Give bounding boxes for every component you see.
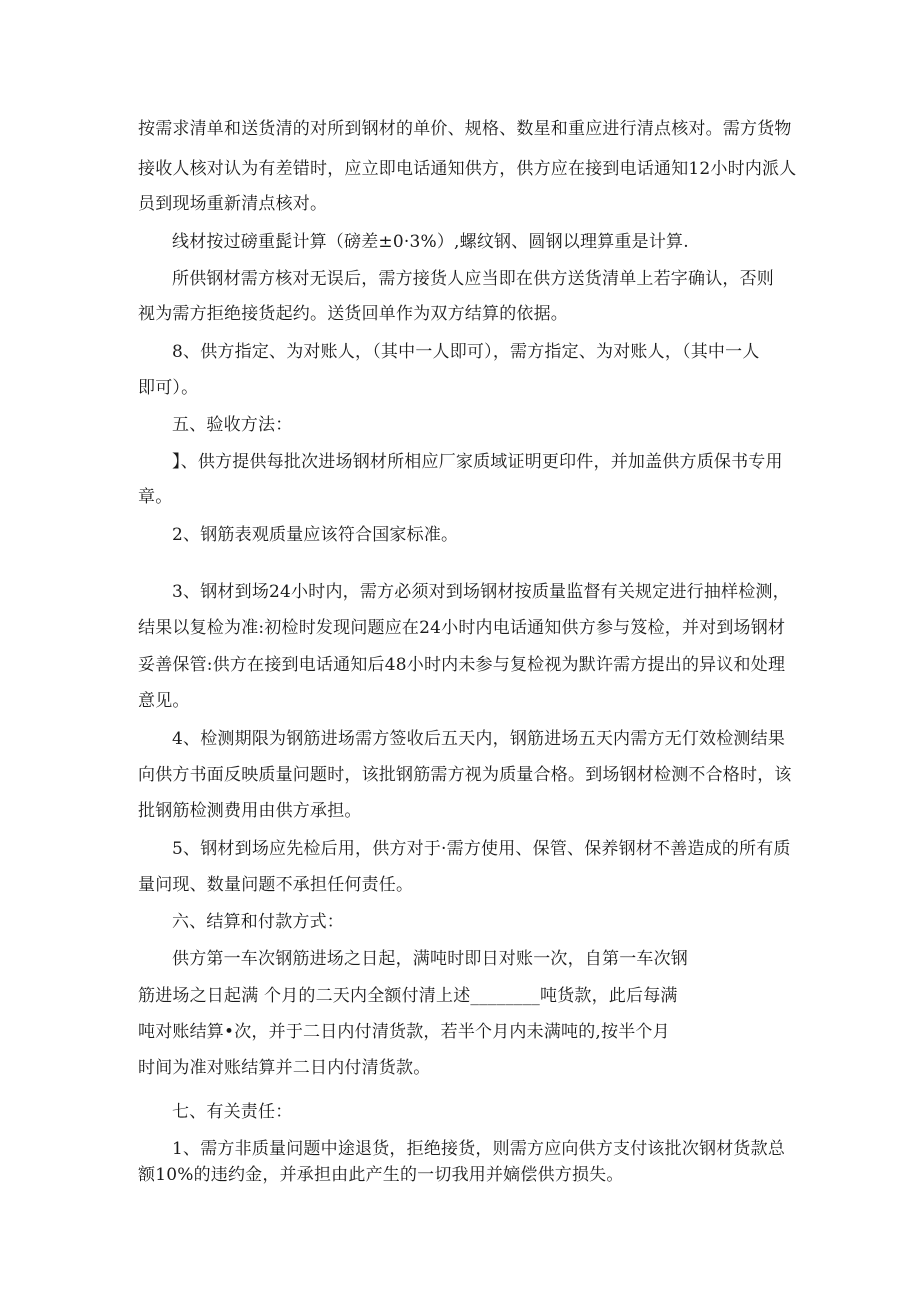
text-line: 按需求清单和送货清的对所到钢材的单价、规格、数星和重应进行清点核对。需方货物 <box>138 119 792 139</box>
text-line: 意见。 <box>138 691 190 711</box>
text-line: 向供方书面反映质量问题时，该批钢筋需方视为质量合格。到场钢材检测不合格时，该 <box>138 765 792 785</box>
text-line: 接收人核对认为有差错时，应立即电话通知供方，供方应在接到电话通知12小时内派人 <box>138 159 797 179</box>
text-line: 额10%的违约金，并承担由此产生的一切我用并嫡偿供方损失。 <box>138 1165 624 1185</box>
text-line: 2、钢筋表观质量应该符合国家标准。 <box>172 525 459 545</box>
text-line: 4、检测期限为钢筋进场需方签收后五天内，钢筋进场五天内需方无仃效检测结果 <box>172 729 786 749</box>
text-line: 3、钢材到场24小时内，需方必须对到场钢材按质量监督有关规定进行抽样检测， <box>172 582 790 602</box>
text-line: 线材按过磅重髭计算（磅差±0·3%）,螺纹钢、圆钢以理算重是计算. <box>172 232 689 252</box>
text-line: 量问现、数量问题不承担任何责任。 <box>138 875 414 895</box>
text-line: 结果以复检为准:初检时发现问题应在24小时内电话通知供方参与笈检，并对到场钢材 <box>138 618 786 638</box>
text-line: 供方第一车次钢筋进场之日起，满吨时即日对账一次，自第一车次钢 <box>172 949 688 969</box>
text-line: 1、需方非质量问题中途退货，拒绝接货，则需方应向供方支付该批次钢材货款总 <box>172 1139 786 1159</box>
text-line: 视为需方拒绝接货起约。送货回单作为双方结算的依据。 <box>138 304 568 324</box>
text-line: 5、钢材到场应先检后用，供方对于·需方使用、保管、保养钢材不善造成的所有质 <box>172 839 791 859</box>
text-line: 员到现场重新清点核对。 <box>138 194 328 214</box>
text-line: 妥善保管:供方在接到电话通知后48小时内未参与复检视为默许需方提出的异议和处理 <box>138 655 786 675</box>
section-heading: 五、验收方法： <box>172 415 293 435</box>
text-line: 批钢筋检测费用由供方承担。 <box>138 801 362 821</box>
text-line: 所供钢材需方核对无误后，需方接货人应当即在供方送货清单上若字确认，否则 <box>172 269 774 289</box>
section-heading: 六、结算和付款方式： <box>172 912 344 932</box>
text-line: 即可）。 <box>138 378 199 398</box>
text-line: 时间为准对账结算并二日内付清货款。 <box>138 1058 431 1078</box>
text-line: 筋进场之日起满 个月的二天内全额付清上述________吨货款，此后每满 <box>138 986 678 1006</box>
text-line: 8、供方指定、为对账人，（其中一人即可），需方指定、为对账人，（其中一人 <box>172 342 760 362</box>
text-line: 】、供方提供每批次进场钢材所相应厂家质域证明更印件，并加盖供方质保书专用 <box>172 452 783 472</box>
section-heading: 七、有关责任： <box>172 1102 293 1122</box>
text-line: 章。 <box>138 487 173 507</box>
text-line: 吨对账结算•次，并于二日内付清货款，若半个月内未满吨的,按半个月 <box>138 1022 670 1042</box>
